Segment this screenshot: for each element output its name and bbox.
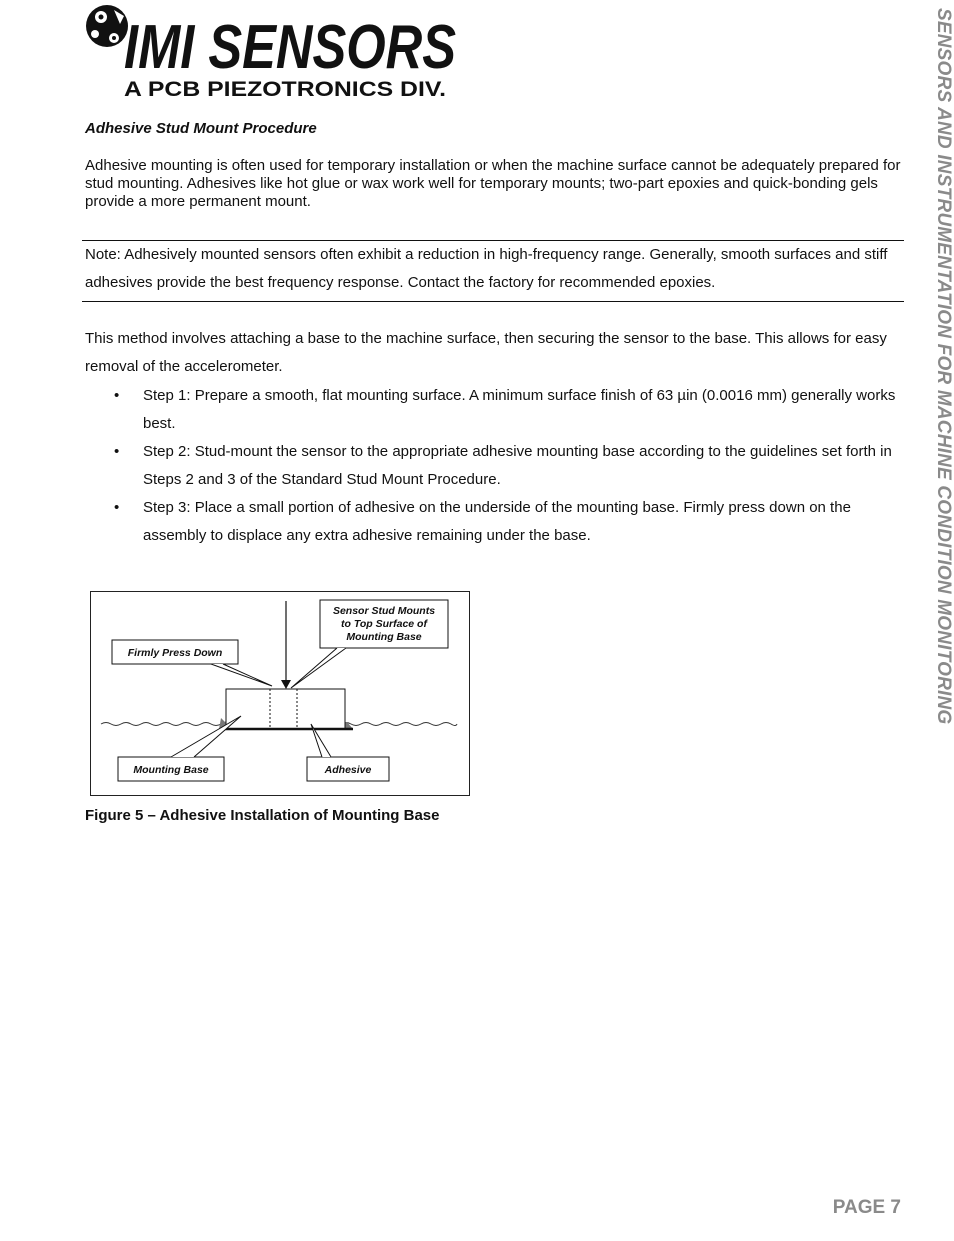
step-text: Step 1: Prepare a smooth, flat mounting surface. A minimum surface finish of 63 µin (0.0016 mm) generally works best.	[143, 387, 896, 432]
company-logo	[84, 2, 459, 100]
label-sensor-line3: Mounting Base	[346, 631, 422, 643]
bullet-icon: •	[114, 387, 120, 404]
logo-sub-text: A PCB PIEZOTRONICS DIV.	[124, 78, 446, 101]
bullet-icon: •	[114, 443, 120, 460]
note-box	[82, 240, 904, 302]
note-text: Note: Adhesively mounted sensors often exhibit a reduction in high-frequency range. Generally, smooth surfaces and stiff adhesives provide the best frequency response. Contact the factory for recommended epoxies.	[85, 246, 888, 291]
list-item	[85, 382, 900, 438]
method-paragraph: This method involves attaching a base to the machine surface, then securing the sensor to the base. This allows for easy removal of the accelerometer.	[85, 330, 887, 375]
list-item	[85, 494, 900, 550]
label-mounting-base: Mounting Base	[133, 764, 209, 776]
page-number: PAGE 7	[832, 1197, 901, 1218]
label-sensor-line2: to Top Surface of	[341, 618, 427, 630]
label-sensor-line1: Sensor Stud Mounts	[332, 605, 436, 617]
label-adhesive: Adhesive	[324, 764, 372, 776]
step-text: Step 2: Stud-mount the sensor to the appropriate adhesive mounting base according to the guidelines set forth in Steps 2 and 3 of the Standard Stud Mount Procedure.	[143, 443, 892, 488]
steps-list	[85, 382, 900, 550]
logo-main-text: IMI SENSORS	[124, 13, 456, 82]
figure-caption: Figure 5 – Adhesive Installation of Mounting Base	[85, 807, 440, 824]
section-title: Adhesive Stud Mount Procedure	[85, 120, 317, 137]
figure-diagram	[90, 591, 470, 796]
step-text: Step 3: Place a small portion of adhesive on the underside of the mounting base. Firmly press down on the assembly to displace any extra adhesive remaining under the base.	[143, 499, 851, 544]
bullet-icon: •	[114, 499, 120, 516]
mounting-base-shape	[226, 689, 345, 729]
label-press: Firmly Press Down	[127, 647, 223, 659]
down-arrow-icon	[281, 680, 291, 689]
intro-paragraph: Adhesive mounting is often used for temporary installation or when the machine surface cannot be adequately prepared for stud mounting. Adhesives like hot glue or wax work well for temporary mounts; two-part epoxies and quick-bonding gels provide a more permanent mount.	[85, 157, 901, 210]
side-banner: SENSORS AND INSTRUMENTATION FOR MACHINE CONDITION MONITORING	[933, 8, 954, 725]
logo-emblem-icon	[86, 5, 128, 47]
list-item	[85, 438, 900, 494]
